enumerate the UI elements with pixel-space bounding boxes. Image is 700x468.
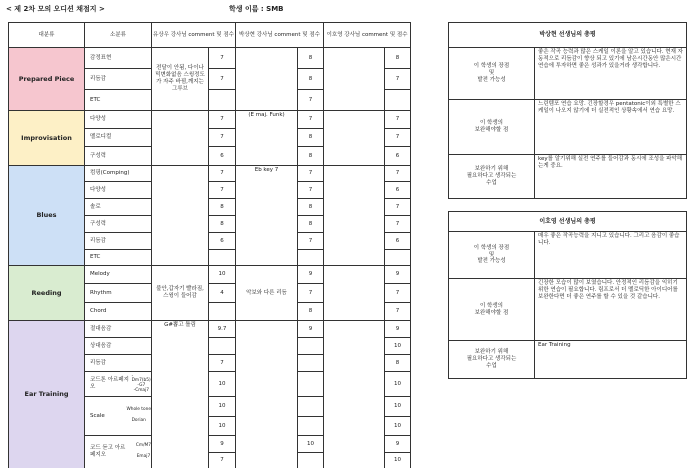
score-t3: 7 xyxy=(385,111,411,129)
score-t1: 4 xyxy=(209,284,236,303)
score-t2: 8 xyxy=(298,216,324,233)
row-label: 절대음감 xyxy=(85,321,152,338)
score-t2 xyxy=(298,372,324,397)
lesson-label: 보완하기 위해 필요하다고 생각되는 수업 xyxy=(449,341,535,379)
comment-prepared-t3 xyxy=(324,48,385,111)
weakness-label: 이 학생의 보완해야할 점 xyxy=(449,279,535,341)
score-t3: 7 xyxy=(385,284,411,303)
score-t2: 8 xyxy=(298,69,324,90)
score-t1 xyxy=(209,250,236,266)
comment-reeding-t3 xyxy=(324,266,385,321)
row-label: 리듬감 xyxy=(85,233,152,250)
score-t2: 9 xyxy=(298,266,324,284)
score-t3: 10 xyxy=(385,338,411,355)
score-t2: 10 xyxy=(298,436,324,453)
strengths-label: 이 학생의 장점 및 발전 가능성 xyxy=(449,232,535,279)
strengths-text: 매우 좋은 작곡능력을 지니고 있습니다. 그리고 음감이 좋습니다. xyxy=(535,232,687,279)
score-t1: 6 xyxy=(209,233,236,250)
score-t2 xyxy=(298,417,324,436)
lesson-text: Ear Training xyxy=(535,341,687,379)
score-t3: 7 xyxy=(385,303,411,321)
score-t2: 9 xyxy=(298,321,324,338)
row-label-arpeggio xyxy=(85,372,152,397)
score-t2: 8 xyxy=(298,48,324,69)
score-t1: 8 xyxy=(209,199,236,216)
evaluation-table-2 xyxy=(448,211,687,379)
weakness-label: 이 학생의 보완해야할 점 xyxy=(449,100,535,155)
score-t2 xyxy=(298,250,324,266)
score-t3: 10 xyxy=(385,397,411,417)
lesson-label: 보완하기 위해 필요하다고 생각되는 수업 xyxy=(449,155,535,199)
option-text: -G7 xyxy=(137,383,146,388)
score-t1: 7 xyxy=(209,48,236,69)
score-t3: 7 xyxy=(385,129,411,147)
header-teacher-1: 유상우 강사님 comment 및 점수 xyxy=(152,23,236,48)
comment-prepared-t1: 전달이 안됨, 다이나믹변화없음 스윙정도가 자주 바뀜,깨지는 그루브 xyxy=(152,48,209,111)
category-blues: Blues xyxy=(9,166,85,266)
option-text: -Cmaj7 xyxy=(133,387,149,393)
option-text: -Dm7(b5) xyxy=(131,373,151,384)
score-t1: 9.7 xyxy=(209,321,236,338)
score-t2 xyxy=(298,355,324,372)
score-t3: 8 xyxy=(385,355,411,372)
score-t3: 7 xyxy=(385,199,411,216)
score-t3: 7 xyxy=(385,69,411,90)
strengths-text: 좋은 작곡 능력과 많은 스케일 이론을 알고 있습니다. 현재 자동적으로 리듬감이 향상 되고 있기에 남은시간동안 많은시간 연습에 투자하면 좋은 성과가 있을거라 생각합니다. xyxy=(535,48,687,100)
score-t3: 10 xyxy=(385,372,411,397)
table-row xyxy=(9,48,411,69)
score-t1: 10 xyxy=(209,372,236,397)
row-label: 코드톤 아르페지오 xyxy=(90,377,129,390)
row-label: 솔로 xyxy=(85,199,152,216)
table-row xyxy=(9,266,411,284)
category-reeding: Reeding xyxy=(9,266,85,321)
score-t2: 8 xyxy=(298,303,324,321)
score-t3 xyxy=(385,250,411,266)
comment-improv-t3 xyxy=(324,111,385,166)
document-title: < 제 2차 모의 오디션 채점지 > xyxy=(6,5,105,13)
option-text: Dorian xyxy=(131,418,146,423)
evaluation-title: 박상현 선생님의 총평 xyxy=(449,23,687,48)
score-t1: 7 xyxy=(209,129,236,147)
comment-ear-t2 xyxy=(236,321,298,468)
header-category: 대분류 xyxy=(9,23,85,48)
score-t3: 7 xyxy=(385,216,411,233)
lesson-text: key를 알기위해 실전 연주를 들어감과 동시에 조성을 파악해는게 중요. xyxy=(535,155,687,199)
comment-improv-t2: (E maj. Funk) xyxy=(236,111,298,166)
score-t1: 10 xyxy=(209,397,236,417)
weakness-text: 느린템포 연습 요망. 긴장할경우 pentatonic이외 특별한 스케일이 나오지 않기에 더 실전적인 상황속에서 연습 요망. xyxy=(535,100,687,155)
comment-improv-t1 xyxy=(152,111,209,166)
scale-options xyxy=(127,408,152,423)
table-row xyxy=(9,166,411,182)
comment-blues-t3 xyxy=(324,166,385,266)
score-table xyxy=(8,22,411,468)
score-t3 xyxy=(385,90,411,111)
header-subcategory: 소분류 xyxy=(85,23,152,48)
score-t2: 7 xyxy=(298,166,324,182)
strengths-label: 이 학생의 장점 및 발전 가능성 xyxy=(449,48,535,100)
score-t2: 8 xyxy=(298,147,324,166)
table-header-row xyxy=(9,23,411,48)
score-t1 xyxy=(209,90,236,111)
score-t3: 9 xyxy=(385,266,411,284)
option-text: Emaj7 xyxy=(136,454,151,459)
score-t3: 7 xyxy=(385,166,411,182)
comment-ear-t3 xyxy=(324,321,385,468)
row-label: Chord xyxy=(85,303,152,321)
score-t1 xyxy=(209,338,236,355)
row-label: 멜로디컬 xyxy=(85,129,152,147)
header-teacher-2: 박상현 강사님 comment 및 점수 xyxy=(236,23,324,48)
score-t2: 7 xyxy=(298,284,324,303)
score-t2: 7 xyxy=(298,90,324,111)
score-t1: 10 xyxy=(209,266,236,284)
comment-reeding-t2: 악보와 다른 리듬 xyxy=(236,266,298,321)
score-t1: 8 xyxy=(209,216,236,233)
row-label: 구성력 xyxy=(85,216,152,233)
comment-ear-t1: G#뽑고 틀림 xyxy=(152,321,209,468)
row-label: ETC xyxy=(85,90,152,111)
row-label: 구성력 xyxy=(85,147,152,166)
row-label: 다양성 xyxy=(85,111,152,129)
weakness-text: 긴장한 모습이 많이 보였습니다. 안정적인 리듬감을 익히기 위한 연습이 필요합니다. 림프로서 더 멜로딕한 아이디어를 보완한다면 더 좋은 연주를 할 수 있을 것 같습니다. xyxy=(535,279,687,341)
row-label: 감정표현 xyxy=(85,48,152,69)
evaluation-title: 이호영 선생님의 총평 xyxy=(449,212,687,232)
score-t1: 7 xyxy=(209,111,236,129)
chord-options xyxy=(136,444,151,459)
score-t1: 7 xyxy=(209,453,236,468)
score-t3: 6 xyxy=(385,147,411,166)
row-label-chord xyxy=(85,436,152,468)
header-teacher-3: 이호영 강사님 comment 및 점수 xyxy=(324,23,411,48)
arpeggio-options xyxy=(132,375,151,394)
category-prepared-piece: Prepared Piece xyxy=(9,48,85,111)
row-label: 상대음감 xyxy=(85,338,152,355)
score-t1: 7 xyxy=(209,69,236,90)
row-label-scale xyxy=(85,397,152,436)
score-t1 xyxy=(209,303,236,321)
row-label: ETC xyxy=(85,250,152,266)
score-t3: 6 xyxy=(385,182,411,199)
score-t3: 9 xyxy=(385,321,411,338)
row-label: 컴핑(Comping) xyxy=(85,166,152,182)
score-t3: 8 xyxy=(385,48,411,69)
score-t2: 8 xyxy=(298,199,324,216)
comment-blues-t2: Eb key 7 xyxy=(236,166,298,266)
score-t3: 9 xyxy=(385,436,411,453)
row-label: 리듬감 xyxy=(85,69,152,90)
score-t1: 10 xyxy=(209,417,236,436)
option-text: Whole tone xyxy=(126,407,151,413)
score-t1: 7 xyxy=(209,182,236,199)
row-label: 다양성 xyxy=(85,182,152,199)
score-t1: 9 xyxy=(209,436,236,453)
option-text: Cm/M7 xyxy=(135,443,151,449)
row-label: Scale xyxy=(90,412,105,419)
row-label: Melody xyxy=(85,266,152,284)
score-t1: 7 xyxy=(209,355,236,372)
table-row xyxy=(9,321,411,338)
comment-reeding-t1: 불안,갑자기 빨라짐,스윙이 들어감 xyxy=(152,266,209,321)
comment-blues-t1 xyxy=(152,166,209,266)
row-label: 리듬감 xyxy=(85,355,152,372)
score-t3: 10 xyxy=(385,417,411,436)
category-improvisation: Improvisation xyxy=(9,111,85,166)
score-t2: 7 xyxy=(298,182,324,199)
table-row xyxy=(9,111,411,129)
score-t2: 8 xyxy=(298,129,324,147)
evaluation-table-1 xyxy=(448,22,687,199)
score-t2: 7 xyxy=(298,233,324,250)
score-t3: 6 xyxy=(385,233,411,250)
score-t1: 6 xyxy=(209,147,236,166)
score-t1: 7 xyxy=(209,166,236,182)
score-t2 xyxy=(298,397,324,417)
comment-prepared-t2 xyxy=(236,48,298,111)
score-t2: 7 xyxy=(298,111,324,129)
row-label: 코드 듣고 아르페지오 xyxy=(90,445,126,458)
score-t3: 10 xyxy=(385,453,411,468)
category-ear-training: Ear Training xyxy=(9,321,85,468)
student-name: 학생 이름 : SMB xyxy=(229,5,284,13)
score-t2 xyxy=(298,338,324,355)
score-t2 xyxy=(298,453,324,468)
row-label: Rhythm xyxy=(85,284,152,303)
